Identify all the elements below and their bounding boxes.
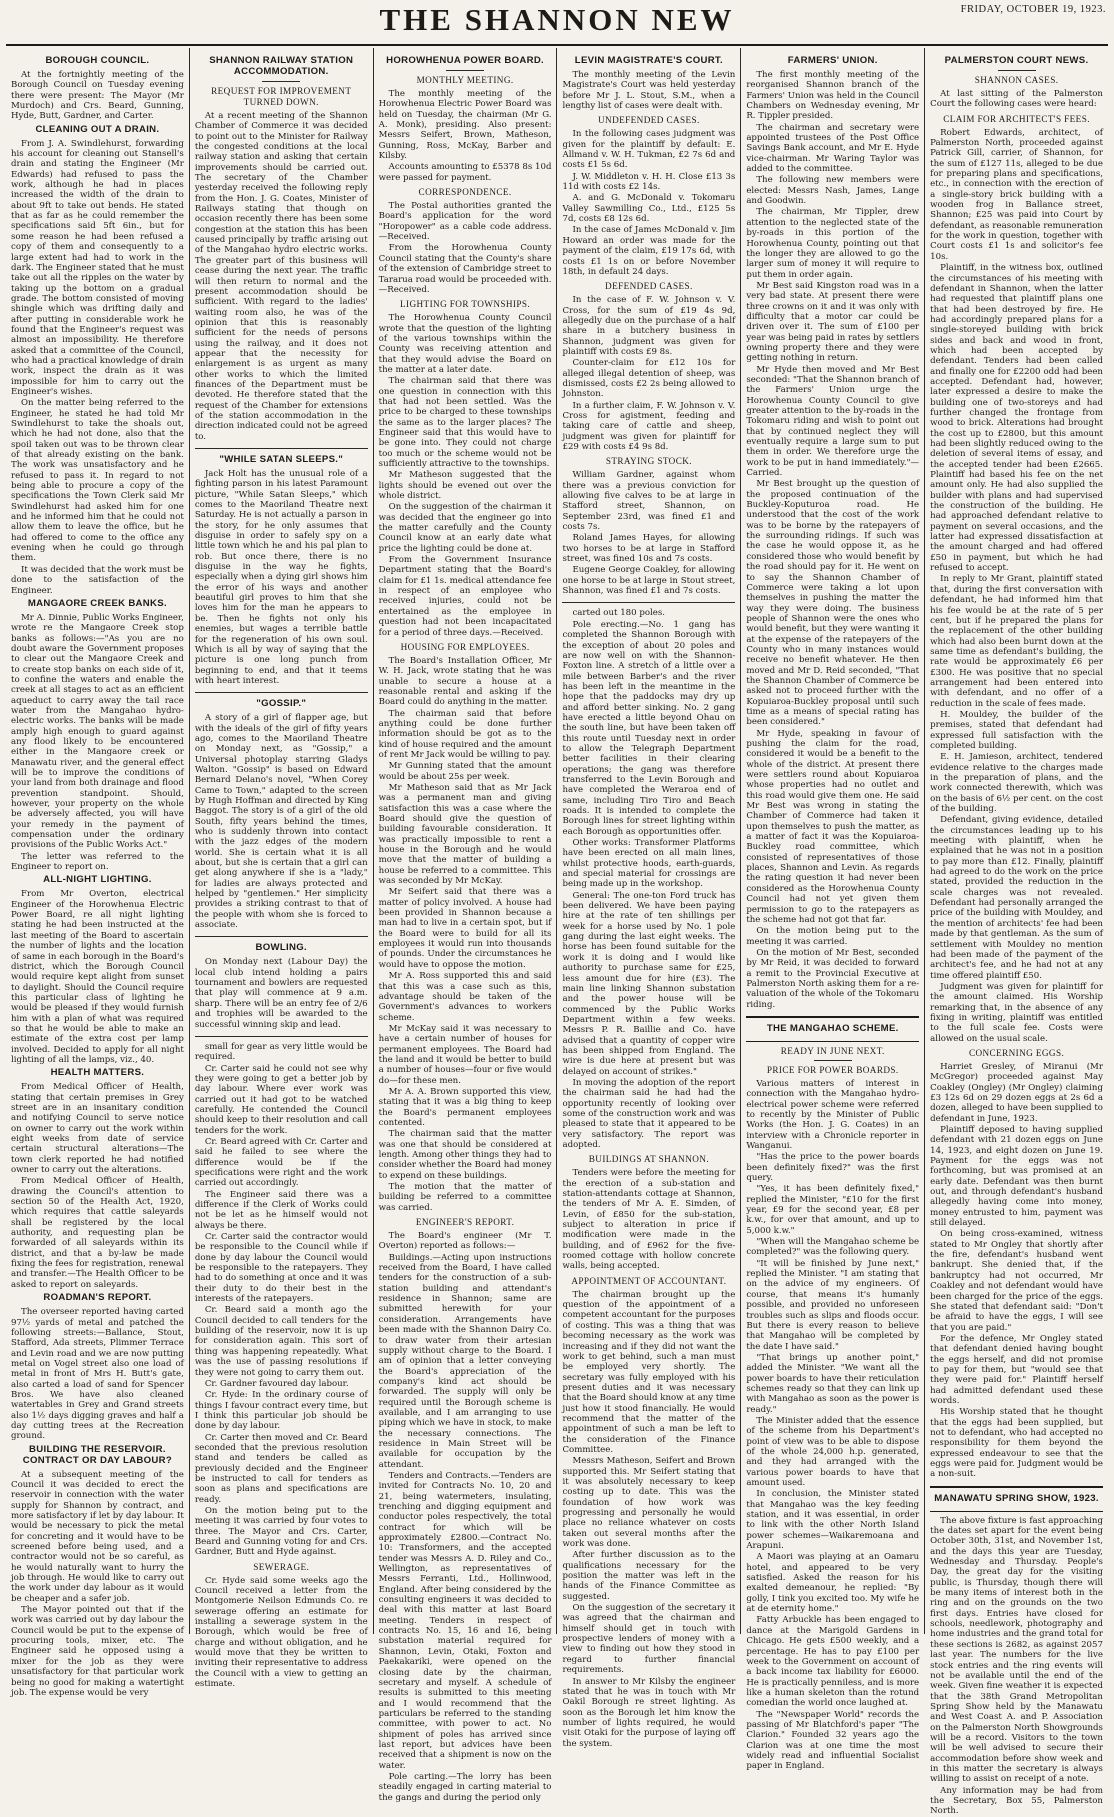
article-paragraph: Mr A. Ross supported this and said that this was a case such as this, advantage should be taken of the Government's advances to workers scheme. xyxy=(378,971,552,1023)
article-paragraph: On the matter being referred to the Engineer, he stated he had told Mr Swindlehurst to take the shoals out, which he had not done, also that the spoil taken out was to be thrown clear of that already existing on the bank. The work was unsatisfactory and he refused to pass it. In regard to not being able to procure a copy of the specifications the Town Clerk said Mr Swindlehurst had asked him for one and he informed him that he could not allow them to leave the office, but he had offered to come to the office any evening when he could go through them. xyxy=(11,398,184,564)
article-paragraph: The chairman said that the matter was one that should be considered at length. Among other things they had to consider whether the Board had money to expend on these buildings. xyxy=(378,1129,552,1181)
article-palmerston-court xyxy=(930,55,1103,1480)
article-paragraph: From the Government Insurance Department stating that the Board's claim for £1 1s. medical attendance fee in respect of an employee who received injuries, could not be entertained as the employee in question had not been incapacitated for a period of three days.—Received. xyxy=(378,555,552,638)
article-paragraph: A story of a girl of flapper age, but with the ideals of the girl of fifty years ago, comes to the Maoriland Theatre on Monday next, as "Gossip," a Universal photoplay starring Gladys Walton. "Gossip" is based on Edward Bernard Delano's novel, "When Corey Came to Town," adapted to the screen by Hugh Hoffman and directed by King Baggot. The story is of a girl of the old South, fifty years behind the times, who is suddenly thrown into contact with the jazz edges of the modern world. She is certain what it is all about, but she is certain that a girl can get along anywhere if she is a "lady," for ladies are always protected and helped by "gentlemen." Her simplicity provides a striking contrast to that of the people with whom she is forced to associate. xyxy=(194,713,368,931)
article-paragraph: Mr Seifert said that there was a matter of policy involved. A house had been provided in Shannon because a man had to live in a certain spot, but if the Board were to build for all its employees it would run into thousands of pounds. Under the circumstances he would have to oppose the motion. xyxy=(378,887,552,970)
article-paragraph: The following new members were elected: Messrs Nash, James, Lange and Goodwin. xyxy=(746,175,920,207)
article-paragraph: On the suggestion of the secretary it was agreed that the chairman and himself should get in touch with prospective lenders of money with a view to finding out how they stood in regard to further financial requirements. xyxy=(562,1603,736,1676)
article-paragraph: On being cross-examined, witness stated to Mr Ongley that shortly after the fire, defendant's husband went bankrupt. She denied that, if the bankruptcy had not occurred, Mr Coakley and not defendant would have been charged for the price of the eggs. She stated that defendant said: "Don't be afraid to have the eggs, I will see that you are paid." xyxy=(930,1229,1103,1333)
article-headline: THE MANGAHAO SCHEME. xyxy=(766,1022,899,1034)
column-3 xyxy=(374,48,558,1803)
article-spring-show xyxy=(930,1486,1103,1817)
article-paragraph: In the case of F. W. Johnson v. V. Cross, for the sum of £19 4s 9d, allegedly due on the purchase of a half share in a butchery business in Shannon, judgment was given for plaintiff with costs £9 8s. xyxy=(562,295,736,357)
article-paragraph: The Engineer said there was a difference if the Clerk of Works could not be let as he himself would not always be there. xyxy=(194,1189,368,1231)
article-paragraph: Tenders and Contracts.—Tenders are invited for Contracts No. 10, 20 and 21, being watermeters, insulating, trenching and digging equipment and conductor poles respectively, the total contract for which will be approximately £2800.—Contract No. 10: Transformers, and the accepted tender was Messrs A. D. Riley and Co., Wellington, as representatives of Messrs Ferranti, Ltd., Hollinwood, England. After being considered by the consulting engineers it was decided to deal with this matter at last Board meeting. Tenders in respect of contracts No. 15, 16 and 16, being substation material required for Shannon, Levin, Otaki, Foxton and Paekakariki, were opened on the closing date by the chairman, secretary and myself. A schedule of results is submitted to this meeting and I would recommend that the particulars be referred to the standing committee, with power to act. No shipment of poles has arrived since last report, but advices have been received that a shipment is now on the water. xyxy=(378,1470,552,1771)
article-paragraph: Mr A. A. Brown supported this view, stating that it was a big thing to keep the Board's permanent employees contented. xyxy=(378,1086,552,1128)
article-paragraph: On the suggestion of the chairman it was decided that the engineer go into the matter carefully and the County Council know at an early date what price the lighting could be done at. xyxy=(378,502,552,554)
section-heading: BUILDINGS AT SHANNON. xyxy=(588,1154,710,1165)
article-subheading: READY IN JUNE NEXT. xyxy=(780,1045,885,1056)
article-paragraph: In reply to Mr Grant, plaintiff stated that, during the first conversation with defendant, he had informed him that his fee would be at the rate of 5 per cent, but if he prepared the plans for the replacement of the other building which had also been burnt down at the same time as defendant's building, the rate would be approximately £6 per £300. He was positive that no special arrangement had been entered into with defendant, and no offer of a reduction in the scale of fees made. xyxy=(930,574,1103,709)
article-paragraph: At last sitting of the Palmerston Court the following cases were heard: xyxy=(930,89,1103,110)
section-heading: LIGHTING FOR TOWNSHIPS. xyxy=(400,299,531,310)
article-paragraph: The first monthly meeting of the reorganised Shannon branch of the Farmers' Union was held in the Council Chambers on Wednesday evening, Mr R. Tippler presided. xyxy=(746,70,920,122)
article-paragraph: Any information may be had from the Secretary, Box 55, Palmerston North. xyxy=(930,1785,1103,1817)
article-headline: SHANNON RAILWAY STATION ACCOMMODATION. xyxy=(209,55,354,77)
divider xyxy=(998,70,1036,71)
article-paragraph: The chairman said that there was one question in connection with this that had not been settled. Was the price to be charged to these townships the same as to the larger places? The Engineer said that this would have to be gone into. They could not charge too much or the scheme would not be sufficiently attractive to the townships. xyxy=(378,376,552,469)
article-paragraph: Mr A. Dinnie, Public Works Engineer, wrote re the Mangaore Creek stop banks as follows:—"As you are no doubt aware the Government proposes to clear out the Mangaore Creek and to create stop banks on each side of it, to confine the waters and enable the creek at all stages to act as an efficient aqueduct to carry away the tail race water from the Mangahao hydro-electric works. The banks will be made amply high enough to guard against any flood likely to be encountered either in the Mangaore creek or Manawatu river, and the general effect will be to improve the conditions of your land from both drainage and flood prevention standpoint. Should, however, your property on the whole be adversely affected, you will have your remedy in the payment of compensation under the ordinary provisions of the Public Works Act." xyxy=(11,612,184,851)
article-paragraph: In the following cases judgment was given for the plaintiff by default: E. Allmand v. W. H. Tukman, £2 7s 6d and costs £1 5s 6d. xyxy=(562,129,736,171)
article-borough-council xyxy=(11,55,184,1698)
section-heading: STRAYING STOCK. xyxy=(605,456,692,467)
article-headline: LEVIN MAGISTRATE'S COURT. xyxy=(574,55,723,66)
article-paragraph: Harriet Gresley, of Miranui (Mr McGregor) proceeded against May Coakley (Ongley) (Mr Ongley) claiming £3 12s 6d on 29 dozen eggs at 2s 6d a dozen, alleged to have been supplied to defendant in June, 1923. xyxy=(930,1061,1103,1124)
article-gossip xyxy=(195,698,368,930)
section-heading: SEWERAGE. xyxy=(253,1561,310,1572)
article-paragraph: Jack Holt has the unusual role of a fighting parson in his latest Paramount picture, "While Satan Sleeps," which comes to the Maoriland Theatre next Saturday. He is not actually a parson in the story, for he only assumes that disguise in order to safely spy on a little town which he and his pal plan to rob. But once there, there is no disguise in the way he fights, especially when a dying girl shows him the error of his ways and another beautiful girl proves to him that she loves him for the man he appears to be. Then he fights not only his enemies, but wages a terrible battle for the regeneration of his own soul. Which is all by way of saying that the picture is one long punch from beginning to end, and that it teems with heart interest. xyxy=(194,469,368,686)
article-paragraph: Cr. Hyde said some weeks ago the Council received a letter from the Montgomerie Neilson Edmunds Co. re sewerage offering an estimate for installing a sewerage system in the Borough, which would be free of charge and without obligation, and he would move that they be written to inviting their representative to address the Council with a view to getting an estimate. xyxy=(194,1575,368,1690)
article-paragraph: Cr. Beard agreed with Cr. Carter and said he failed to see where the difference would be if the specifications were right and the work carried out accordingly. xyxy=(194,1136,368,1189)
article-paragraph: For the defence, Mr Ongley stated that defendant denied having bought the eggs herself, and did not promise to pay for them, but "would see that they were paid for." Plaintiff herself had admitted defendant used these words. xyxy=(930,1333,1103,1406)
article-headline: "GOSSIP." xyxy=(256,698,307,710)
divider xyxy=(195,936,368,937)
article-paragraph: Mr Best said Kingston road was in a very bad state. At present there were three crowns on it and it was only with difficulty that a motor car could be driven over it. The sum of £100 per year was being paid in rates by settlers owning property there and they were getting nothing in return. xyxy=(746,280,920,364)
article-paragraph: Other works: Transformer Platforms have been erected on all main lines, whilst protective hoods, earth-guards, and special material for crossings are being made up in the workshop. xyxy=(562,838,736,890)
article-bowling xyxy=(195,942,368,1029)
article-power-board xyxy=(379,55,552,1803)
article-paragraph: Mr Best brought up the question of the proposed continuation of the Buckley-Koputuroa road. He understood that the cost of the work was to be borne by the ratepayers of the surrounding ridings. If such was the case he would oppose it, as he considered those who would benefit by the road should pay for it. He went on to say the Shannon Chamber of Commerce were taking a lot upon themselves in pushing the matter the way they were doing. The business people of Shannon were the ones who would benefit, but they were wanting it at the expense of the ratepayers of the County who in many instances would receive no benefit whatever. He then moved and Mr D. Reid seconded, "That the Shannon Chamber of Commerce be asked not to proceed further with the Kopuiaroa-Buckley proposal until such time as a means of special rating has been considered." xyxy=(746,479,920,728)
divider xyxy=(814,1060,852,1061)
article-paragraph: Fatty Arbuckle has been engaged to dance at the Marigold Gardens in Chicago. He gets £500 weekly, and a percentage. He has to pay £100 per week to the Government on account of a back income tax liability for £6000. He is practically penniless, and is more like a human skeleton than the rotund comedian the world once laughed at. xyxy=(746,1615,920,1709)
divider xyxy=(195,692,368,693)
divider xyxy=(262,81,300,82)
article-paragraph: The Mayor pointed out that if the work was carried out by day labour the Council would be put to the expense of procuring tools, mixer, etc. The Engineer said he opposed using a mixer for the job as they were unsatisfactory for that particular work being no good for making a watertight job. The expense would be very xyxy=(11,1605,184,1698)
news-columns xyxy=(6,48,1108,1817)
section-heading: CONCERNING EGGS. xyxy=(968,1047,1065,1058)
article-paragraph: William Gardner, against whom there was a previous conviction for allowing five calves to be at large in Stafford street, Shannon, on September 23rd, was fined £1 and costs 7s. xyxy=(562,470,736,533)
article-paragraph: small for gear as very little would be required. xyxy=(194,1041,368,1063)
article-magistrates-court xyxy=(562,55,735,596)
article-paragraph: carted out 180 poles. xyxy=(572,608,665,619)
issue-date: FRIDAY, OCTOBER 19, 1923. xyxy=(960,4,1106,15)
article-paragraph: "That brings up another point," added the Minister. "We want all the power boards to have their reticulation schemes ready so that they can link up with Mangahao as soon as the power is ready." xyxy=(746,1352,920,1415)
article-paragraph: From Medical Officer of Health, stating that certain premises in Grey street are in an insanitary condition and notifying Council to serve notice on owner to carry out the work within eight weeks from date of service certain structural alterations—The town clerk reported he had notified owner to carry out the alterations. xyxy=(11,1082,184,1176)
article-paragraph: The letter was referred to the Engineer to report on. xyxy=(11,851,184,873)
article-paragraph: H. Mouldey, the builder of the premises, stated that defendant had expressed full satisfaction with the completed building. xyxy=(930,709,1103,751)
article-paragraph: In answer to Mr Kilsby the engineer stated that he was in touch with Mr Oakil Borough re street lighting. As soon as the Borough let him know the number of lights required, he would visit Otaki for the purpose of laying off the system. xyxy=(562,1676,736,1749)
section-heading: CLEANING OUT A DRAIN. xyxy=(35,123,160,135)
article-headline: MANAWATU SPRING SHOW, 1923. xyxy=(934,1492,1099,1504)
article-paragraph: Mr Hyde, speaking in favour of pushing the claim for the road, considered it would be a benefit to the whole of the district. At present there were settlers round about Kopuiaroa whose properties had no outlet and this road would give them one. He said Mr Best was wrong in stating the Chamber of Commerce had taken it upon themselves to push the matter, as a matter of fact it was the Kopuiaroa-Buckley road committee, which consisted of representatives of those places, Shannon and Levin. As regards the rating question it had never been considered as the Horowhenua County Council had not yet given them permission to go to the ratepayers as the scheme had not got that far. xyxy=(746,728,920,925)
column-4 xyxy=(557,48,741,1749)
section-heading: CLAIM FOR ARCHITECT'S FEES. xyxy=(943,113,1090,124)
article-paragraph: In the case of James McDonald v. Jim Howard an order was made for the payment of the claim, £19 17s 6d, with costs £1 1s on or before November 18th, in default 24 days. xyxy=(562,225,736,277)
article-subheading: PRICE FOR POWER BOARDS. xyxy=(766,1064,899,1075)
article-paragraph: The chairman brought up the question of the appointment of a competent accountant for the purposes of costing. This was a thing that was becoming necessary as the work was increasing and if they did not want the work to get behind, such a man must be employed very shortly. The secretary was fully employed with his present duties and it was necessary that the Board should know at any time just how it stood financially. He would recommend that the matter of the appointment of such a man be left to the consideration of the Finance Committee. xyxy=(562,1289,736,1455)
article-paragraph: Tenders were before the meeting for the erection of a sub-station and station-attendants cottage at Shannon, the tenders of Mr A. E. Simden, of Levin, of £850 for the sub-station, subject to alteration in price if modification were made in the building, and of £962 for the five-roomed cottage with hollow concrete walls, being accepted. xyxy=(562,1168,736,1272)
article-paragraph: After further discussion as to the qualifications necessary for the position the matter was left in the hands of the Finance Committee as suggested. xyxy=(562,1550,736,1602)
article-paragraph: Counter-claim for £12 10s for alleged illegal detention of sheep, was dismissed, costs £2 2s being allowed to Johnston. xyxy=(562,358,736,400)
divider xyxy=(562,602,735,603)
article-paragraph: The overseer reported having carted 97½ yards of metal and patched the following streets:—Ballance, Stout, Stafford, Ada streets, Plimmer Terrace and Levin road and we are now putting metal on Vogel street also one load of metal in front of Mrs H. Butt's gate, also carted a load of sand for Spencer Bros. We have also cleaned watertables in Grey and Grand streets also 1½ days digging graves and half a day cutting trees at the Recreation ground. xyxy=(11,1307,184,1442)
boxed-heading xyxy=(930,1486,1103,1512)
article-paragraph: Cr. Hyde: In the ordinary course of things I favour contract every time, but I think this particular job should be done by day labour. xyxy=(194,1390,368,1432)
article-paragraph: From J. A. Swindlehurst, forwarding his account for cleaning out Stansell's drain and stating the Engineer (Mr Edwards) had refused to pass the work, although he had in places increased the width of the drain to about 9ft to take out bends. He stated that as far as he could remember the specifications said 5ft 6in., but for some reason he had been refused a copy of them and consequently to a large extent had had to work in the dark. The Engineer stated that he must take out all the ripples on the water by taking up the bottom on a gradual grade. The bottom consisted of moving shingle which was drifting daily and after putting in considerable work he found that the Engineer's request was almost an impossibility. He therefore asked that a committee of the Council, who had a practical knowledge of drain work, inspect the drain as it was impossible for him to carry out the Engineer's wishes. xyxy=(11,138,184,397)
article-paragraph: E. H. Jamieson, architect, tendered evidence relative to the charges made in the preparation of plans, and the work connected therewith, which was on the basis of 6½ per cent. on the cost of the building. xyxy=(930,752,1103,815)
article-paragraph: The chairman, Mr Tippler, drew attention to the neglected state of the by-roads in this portion of the Horowhenua County, pointing out that the longer they are allowed to go the larger sum of money it will require to put them in order again. xyxy=(746,207,920,280)
article-paragraph: A Maori was playing at an Oamaru hotel, and appeared to be very satisfied. Asked the reason for his exalted demeanour, he replied: "By golly, I tink you excited too. My wife he at de eternity home." xyxy=(746,1552,920,1615)
article-paragraph: In conclusion, the Minister stated that Mangahao was the key feeding station, and it was essential, in order to link with the other North Island power schemes—Waikaremoana and Arapuni. xyxy=(746,1489,920,1552)
article-paragraph: Messrs Matheson, Seifert and Brown supported this. Mr Seifert stating that it was absolutely necessary to keep costing up to date. This was the foundation of how work was progressing and personally he would place no reliance whatever on costs taken out several months after the work was done. xyxy=(562,1456,736,1550)
column-1 xyxy=(6,48,190,1698)
section-heading: ALL-NIGHT LIGHTING. xyxy=(43,874,152,886)
article-paragraph: His Worship stated that he thought that the eggs had been supplied, but not to defendant, who had accepted no responsibility for them beyond the expressed endeavour to see that the eggs were paid for. Judgment would be a non-suit. xyxy=(930,1407,1103,1480)
article-paragraph: The chairman and secretary were appointed trustees of the Post Office Savings Bank account, and Mr E. Hyde vice-chairman. Mr Waring Taylor was added to the committee. xyxy=(746,122,920,175)
article-paragraph: From Medical Officer of Health, drawing the Council's attention to section 50 of the Health Act, 1920, which requires that cattle saleyards shall be registered by the local authority, and requesting plan be forwarded of all saleyards within its district, and that a by-law be made fixing the fees for registration, renewal and transfer.—The Health Officer to be asked to report on saleyards. xyxy=(11,1176,184,1290)
article-paragraph: Pole erecting.—No. 1 gang has completed the Shannon Borough with the exception of about 20 poles and are now well on with the Shannon-Foxton line. A stretch of a little over a mile between Barber's and the river has been left in the meantime in the hope that the paddocks may dry up and afford better sinking. No. 2 gang have erected a little beyond Ohau on the south line, but have been taken off this route until Tuesday next in order to allow the Telegraph Department better facilities in their clearing operations; the gang was therefore transferred to the Levin Borough and have completed the Weraroa end of same, including Tiro Tiro and Beach roads. It is intended to complete the Borough lines for street lighting within each Borough as opportunities offer. xyxy=(562,619,736,837)
section-heading: HOUSING FOR EMPLOYEES. xyxy=(400,641,530,652)
article-paragraph: J. W. Middleton v. H. H. Close £13 3s 11d with costs £2 14s. xyxy=(562,171,736,193)
article-subheading: MONTHLY MEETING. xyxy=(416,75,514,85)
article-subheading: SHANNON CASES. xyxy=(974,75,1059,85)
article-paragraph: The motion that the matter of building be referred to a committee was carried. xyxy=(378,1182,552,1213)
section-heading: UNDEFENDED CASES. xyxy=(598,115,700,126)
column-5 xyxy=(741,48,925,1772)
article-paragraph: Cr. Carter said the contractor would be responsible to the Council while if done by day labour the Council would be responsible to the ratepayers. They had to do something at once and it was their duty to do their best in the interests of the ratepayers. xyxy=(194,1232,368,1305)
article-paragraph: Cr. Beard said a month ago the Council decided to call tenders for the building of the reservoir, now it is up for consideration again. This sort of thing was happening repeatedly. What was the use of passing resolutions if they were not going to carry them out. xyxy=(194,1305,368,1378)
article-paragraph: The monthly meeting of the Levin Magistrate's Court was held yesterday before Mr J. L. Stout, S.M., when a lengthy list of cases were dealt with. xyxy=(562,70,736,112)
article-headline: BOWLING. xyxy=(255,942,307,954)
article-paragraph: The "Newspaper World" records the passing of Mr Blatchford's paper "The Clarion." Founded 32 years ago the Clarion was at one time the most widely read and influential Socialist paper in England. xyxy=(746,1709,920,1772)
section-heading: MANGAORE CREEK BANKS. xyxy=(27,597,167,609)
article-paragraph: Mr Matheson said that as Mr Jack was a permanent man and giving satisfaction this was a case where the Board should give the question of building favourable consideration. It was practically impossible to rent a house in the Borough and he would move that the matter of building a house be referred to a committee. This was seconded by Mr McKay. xyxy=(378,782,552,887)
article-paragraph: Various matters of interest in connection with the Mangahao hydro-electrical power scheme were referred to recently by the Minister of Public Works (the Hon. J. G. Coates) in an interview with a Chronicle reporter in Wanganui. xyxy=(746,1078,920,1151)
article-farmers-union xyxy=(746,55,919,1010)
article-power-board-continued xyxy=(562,608,735,1748)
article-paragraph: It was decided that the work must be done to the satisfaction of the Engineer. xyxy=(11,564,184,596)
article-paragraph: On the motion being put to the meeting it was carried. xyxy=(746,926,920,947)
article-paragraph: Buildings.—Acting upon instructions received from the Board, I have called tenders for the construction of a sub-station building and attendant's residence in Shannon; same are submitted herewith for your consideration. Arrangements have been made with the Shannon Dairy Co. to draw water from their artesian supply without charge to the Board. I am of opinion that a letter conveying the Board's appreciation of the company's kind act should be forwarded. The supply will only be required until the Borough scheme is available, and I am arranging to use piping which we have in stock, to make the necessary connections. The residence in Main Street will be available for occupation by the attendant. xyxy=(378,1252,552,1470)
section-heading: APPOINTMENT OF ACCOUNTANT. xyxy=(571,1275,727,1286)
divider xyxy=(446,70,484,71)
article-paragraph: "Yes, it has been definitely fixed," replied the Minister, "£10 for the first year, £9 for the second year, £8 per k.w., for over that amount, and up to 5,000 k.w." xyxy=(746,1184,920,1236)
article-paragraph: On the motion being put to the meeting it was carried by four votes to three. The Mayor and Crs. Carter, Beard and Gunning voting for and Crs. Gardner, Butt and Hyde against. xyxy=(194,1505,368,1558)
column-2 xyxy=(190,48,374,1690)
article-paragraph: General: The one-ton Ford truck has been delivered. We have been paying hire at the rate of ten shillings per week for a horse used by No. 1 pole gang during the last eight weeks. The horse has been found suitable for the work it is doing and I would like authority to purchase same for £25, less amount due for hire (£3). The main line linking Shannon substation and the power house will be commenced by the Public Works Department within a few weeks. Messrs P. R. Baillie and Co. have advised that a quantity of copper wire has been shipped from England. The wire is due here at present but was delayed on account of strikes." xyxy=(562,890,736,1077)
article-paragraph: "When will the Mangahao scheme be completed?" was the following query. xyxy=(746,1237,920,1258)
article-paragraph: Mr McKay said it was necessary to have a certain number of houses for permanent employees. The Board had the land and it would be better to build a number of houses—four or five would do—for these men. xyxy=(378,1023,552,1086)
section-heading: ENGINEER'S REPORT. xyxy=(415,1217,515,1228)
article-paragraph: Cr. Carter then moved and Cr. Beard seconded that the previous resolution stand and tenders be called as previously decided and the Engineer be instructed to call for tenders as soon as plans and specifications are ready. xyxy=(194,1432,368,1505)
article-paragraph: "Has the price to the power boards been definitely fixed?" was the first query. xyxy=(746,1152,920,1184)
article-headline: "WHILE SATAN SLEEPS." xyxy=(219,454,344,465)
article-paragraph: The Horowhenua County Council wrote that the question of the lighting of the various townships within the County was receiving attention and that they would advise the Board on the matter at a later date. xyxy=(378,313,552,375)
article-headline: PALMERSTON COURT NEWS. xyxy=(944,55,1089,66)
section-heading: DEFENDED CASES. xyxy=(605,281,693,292)
article-railway-station xyxy=(195,55,368,442)
article-paragraph: On Monday next (Labour Day) the local club intend holding a pairs tournament and bowlers are requested that play will commence at 9 a.m. sharp. There will be an entry fee of 2/6 and trophies will be awarded to the successful winning skip and lead. xyxy=(194,957,368,1030)
article-mangahao-scheme xyxy=(746,1016,919,1772)
article-paragraph: Eugene George Coakley, for allowing one horse to be at large in Stout street, Shannon, was fined £1 and 7s costs. xyxy=(562,565,736,597)
section-heading: ROADMAN'S REPORT. xyxy=(43,1292,152,1304)
article-paragraph: Pole carting.—The lorry has been steadily engaged in carting material to the gangs and during the period only xyxy=(378,1771,552,1803)
article-paragraph: Judgment was given for plaintiff for the amount claimed. His Worship remarking that, in the absence of any fixing in writing, plaintiff was entitled to the full scale fee. Costs were allowed on the usual scale. xyxy=(930,981,1103,1044)
article-paragraph: At a recent meeting of the Shannon Chamber of Commerce it was decided to point out to the Minister for Railway the congested conditions at the local railway station and asking that certain improvements should be carried out. The secretary of the Chamber yesterday received the following reply from the Hon. J. G. Coates, Minister of Railways stating that though on occasion recently there has been some congestion at the station this has been caused principally by traffic arising out of the Mangahao hydro electric works. The greater part of this business will cease during the next year. The traffic will then return to normal and the present accommodation should be sufficient. With regard to the ladies' waiting room also, he was of the opinion that this is reasonably sufficient for the needs of persons using the railway, and it does not appear that the necessity for enlargement is as urgent as many other works to which the limited finances of the Department must be devoted. He therefore stated that the request of the Chamber for extensions of the station accommodation in the direction indicated could not be agreed to. xyxy=(194,111,368,442)
article-paragraph: Robert Edwards, architect, of Palmerston North, proceeded against Patrick Gill, carrier, of Shannon, for the sum of £127 11s, alleged to be due for preparing plans and specifications, etc., in connection with the erection of a single-story brick building with a wooden frog in Ballance street, Shannon; £25 was paid into Court by defendant, as reasonable remuneration for the work in question, together with Court costs £1 1s and solicitor's fee 10s. xyxy=(930,127,1103,262)
article-paragraph: "It will be finished by June next," replied the Minister. "I am stating that on the advice of my engineers. Of course, that means it's humanly possible, and provided no unforeseen troubles such as slips and floods occur. But there is every reason to believe that Mangahao will be completed by the date I have said." xyxy=(746,1258,920,1352)
article-paragraph: On the motion of Mr Best, seconded by Mr Reid, it was decided to forward a remit to the Provincial Executive at Palmerston North asking them for a re-valuation of the whole of the Tokomaru riding. xyxy=(746,947,920,1010)
article-headline: BOROUGH COUNCIL. xyxy=(45,55,150,66)
masthead xyxy=(6,0,1108,46)
article-paragraph: The Board's Installation Officer, Mr W. H. Jack, wrote stating that he was unable to secure a house at a reasonable rental and asking if the Board could do anything in the matter. xyxy=(378,655,552,708)
article-paragraph: The Postal authorities granted the Board's application for the word "Horopower" as a cable code address.—Received. xyxy=(378,201,552,243)
boxed-heading xyxy=(746,1016,919,1042)
article-headline: FARMERS' UNION. xyxy=(787,55,878,66)
article-paragraph: Cr. Carter said he could not see why they were going to get a better job by day labour. Where ever work was carried out it had got to be watched carefully. He contended the Council should keep to their resolution and call tenders for the work. xyxy=(194,1063,368,1136)
article-headline: HOROWHENUA POWER BOARD. xyxy=(386,55,545,66)
article-paragraph: At a subsequent meeting of the Council it was decided to erect the reservoir in connection with the water supply for Shannon by contract, and more satisfactory if let by day labour. It would be necessary to pick the metal for concreting and it would have to be screened before being used, and a contractor would not be so careful, as he would naturally want to hurry the job through. He would like to carry out the work under day labour as it would be cheaper and a safer job. xyxy=(11,1469,184,1604)
article-paragraph: In a further claim, F. W. Johnson v. V. Cross for agistment, feeding and taking care of cattle and sheep, judgment was given for plaintiff for £29 with costs £4 9s 8d. xyxy=(562,400,736,452)
section-heading: BUILDING THE RESERVOIR. CONTRACT OR DAY LABOUR? xyxy=(22,1443,173,1466)
section-heading: CORRESPONDENCE. xyxy=(418,187,512,198)
divider xyxy=(195,448,368,449)
article-subheading: REQUEST FOR IMPROVEMENT TURNED DOWN. xyxy=(211,86,352,107)
article-paragraph: From Mr Overton, electrical Engineer of the Horowhenua Electric Power Board, re all night lighting stating he had been instructed at the last meeting of the Board to ascertain the number of lights and the location of same in each borough in the Board's district, which the Borough Council would require kept alight from sunset to daylight. Should the Council require this particular class of lighting he would be pleased if they would furnish him with a plan of what was required so that he would be able to make an estimate of the extra cost per lamp involved. Decided to apply for all night lighting of all the lamps, viz., 40. xyxy=(11,889,184,1065)
article-paragraph: Defendant, giving evidence, detailed the circumstances leading up to his meeting with plaintiff, when he explained that he was not in a position to pay more than £12. Finally, plaintiff had agreed to do the work on the price stated, provided the reduction in the scale charges was not revealed. Defendant had personally arranged the price of the building with Mouldey, and the mention of architects' fee had been made by that gentleman. As the sum of settlement with Mouldey no mention had been made of the payment of the architect's fee, and he had not at any time offered plaintiff £50. xyxy=(930,815,1103,981)
article-paragraph: Mr Gunning stated that the amount would be about 25s per week. xyxy=(378,761,552,782)
article-paragraph: Cr. Gardner favoured day labour. xyxy=(204,1378,349,1389)
article-paragraph: The above fixture is fast approaching the dates set apart for the event being October 30th, 31st, and November 1st, and the days this year are Tuesday, Wednesday and Thursday. People's Day, the great day for the visiting public, is Thursday, though there will be many items of interest both in the ring and on the grounds on the two first days. Entries have closed for schools, needlework, photography and home industries and the grand total for these sections is 2682, as against 2057 last year. The numbers for the live stock entries and the ring events will not be available until the end of the week. Given fine weather it is expected that the 38th Grand Metropolitan Spring Show held by the Manawatu and West Coast A. and P. Association on the Palmerston North Showgrounds will be a record. Visitors to the town will be well advised to secure their accommodation before show week and in this matter the secretary is always willing to assist on receipt of a note. xyxy=(930,1515,1103,1785)
article-paragraph: The chairman said that before anything could be done further information should be got as to the kind of house required and the amount of rent Mr Jack would be willing to pay. xyxy=(378,708,552,760)
article-paragraph: In moving the adoption of the report the chairman said he had had the opportunity recently of looking over some of the construction work and was pleased to state that it appeared to be very satisfactory. The report was adopted. xyxy=(562,1077,736,1150)
article-paragraph: The Board's engineer (Mr T. Overton) reported as follows:— xyxy=(378,1231,552,1252)
article-paragraph: Roland James Hayes, for allowing two horses to be at large in Stafford street, was fined 10s and 7s costs. xyxy=(562,533,736,565)
article-paragraph: Mr Hyde then moved and Mr Best seconded: "That the Shannon branch of the Farmers' Union urge the Horowhenua County Council to give greater attention to the by-roads in the Tokomaru riding and wish to point out that by continued neglect they will eventually require a large sum to put them in order. We therefore urge the work to be put in hand immediately."—Carried. xyxy=(746,364,920,479)
divider xyxy=(195,1036,368,1037)
column-6 xyxy=(925,48,1108,1817)
article-while-satan-sleeps xyxy=(195,454,368,686)
article-paragraph: The monthly meeting of the Horowhenua Electric Power Board was held on Tuesday, the chairman (Mr G. A. Monk), presiding. Also present: Messrs Seifert, Brown, Matheson, Gunning, Ross, McKay, Barber and Kilsby. xyxy=(378,89,552,162)
article-paragraph: A. and G. McDonald v. Tokomaru Valley Sawmilling Co., Ltd., £125 5s 7d, costs £8 12s 6d. xyxy=(562,193,736,225)
article-paragraph: Accounts amounting to £5378 8s 10d were passed for payment. xyxy=(378,162,552,183)
article-paragraph: Plaintiff, in the witness box, outlined the circumstances of his meeting with defendant in Shannon, when the latter had requested that plaintiff plans one that had been destroyed by fire. He had accordingly prepared plans for a single-storeyed building with brick sides and back and wood in front, which had been accepted by defendant. Tenders had been called and finally one for £2200 odd had been accepted. Defendant had, however, later expressed a desire to make the building one of two-storeys and had further changed the frontage from wood to brick. Alterations had brought the cost up to £2800, but this amount had been slightly reduced owing to the deletion of several items of essay, and the accepted tender had been £2665. Plaintiff had based his fee on the net amount only. He had also supplied the builder with plans and had supervised the construction of the building. He had approached defendant relative to payment on several occasions, and the latter had expressed dissatisfaction at the amount charged and had offered £50 in payment, but which he had refused to accept. xyxy=(930,263,1103,574)
article-paragraph: The Minister added that the essence of the scheme from his Department's point of view was to be able to dispose of the whole 24,000 h.p. generated, and they had arranged with the various power boards to have that amount used. xyxy=(746,1415,920,1488)
article-borough-council-continued xyxy=(195,1042,368,1690)
article-paragraph: At the fortnightly meeting of the Borough Council on Tuesday evening there were present: The Mayor (Mr Murdoch) and Crs. Beard, Gunning, Hyde, Butt, Gardner, and Carter. xyxy=(11,70,184,122)
article-paragraph: Plaintiff deposed to having supplied defendant with 21 dozen eggs on June 14, 1923, and eight dozen on June 19. Payment for the eggs was not forthcoming, but was promised at an early date. Defendant was then burnt out, and through defendant's husband allegedly having come into money, money entrusted to him, payment was still delayed. xyxy=(930,1125,1103,1229)
section-heading: HEALTH MATTERS. xyxy=(50,1067,145,1079)
newspaper-title: THE SHANNON NEW xyxy=(379,2,735,37)
article-paragraph: Mr Matheson suggested that the lights should be evened out over the whole district. xyxy=(378,470,552,502)
article-paragraph: From the Horowhenua County Council stating that the County's share of the extension of Cambridge street to Tararua road would be proceeded with.—Received. xyxy=(378,243,552,295)
